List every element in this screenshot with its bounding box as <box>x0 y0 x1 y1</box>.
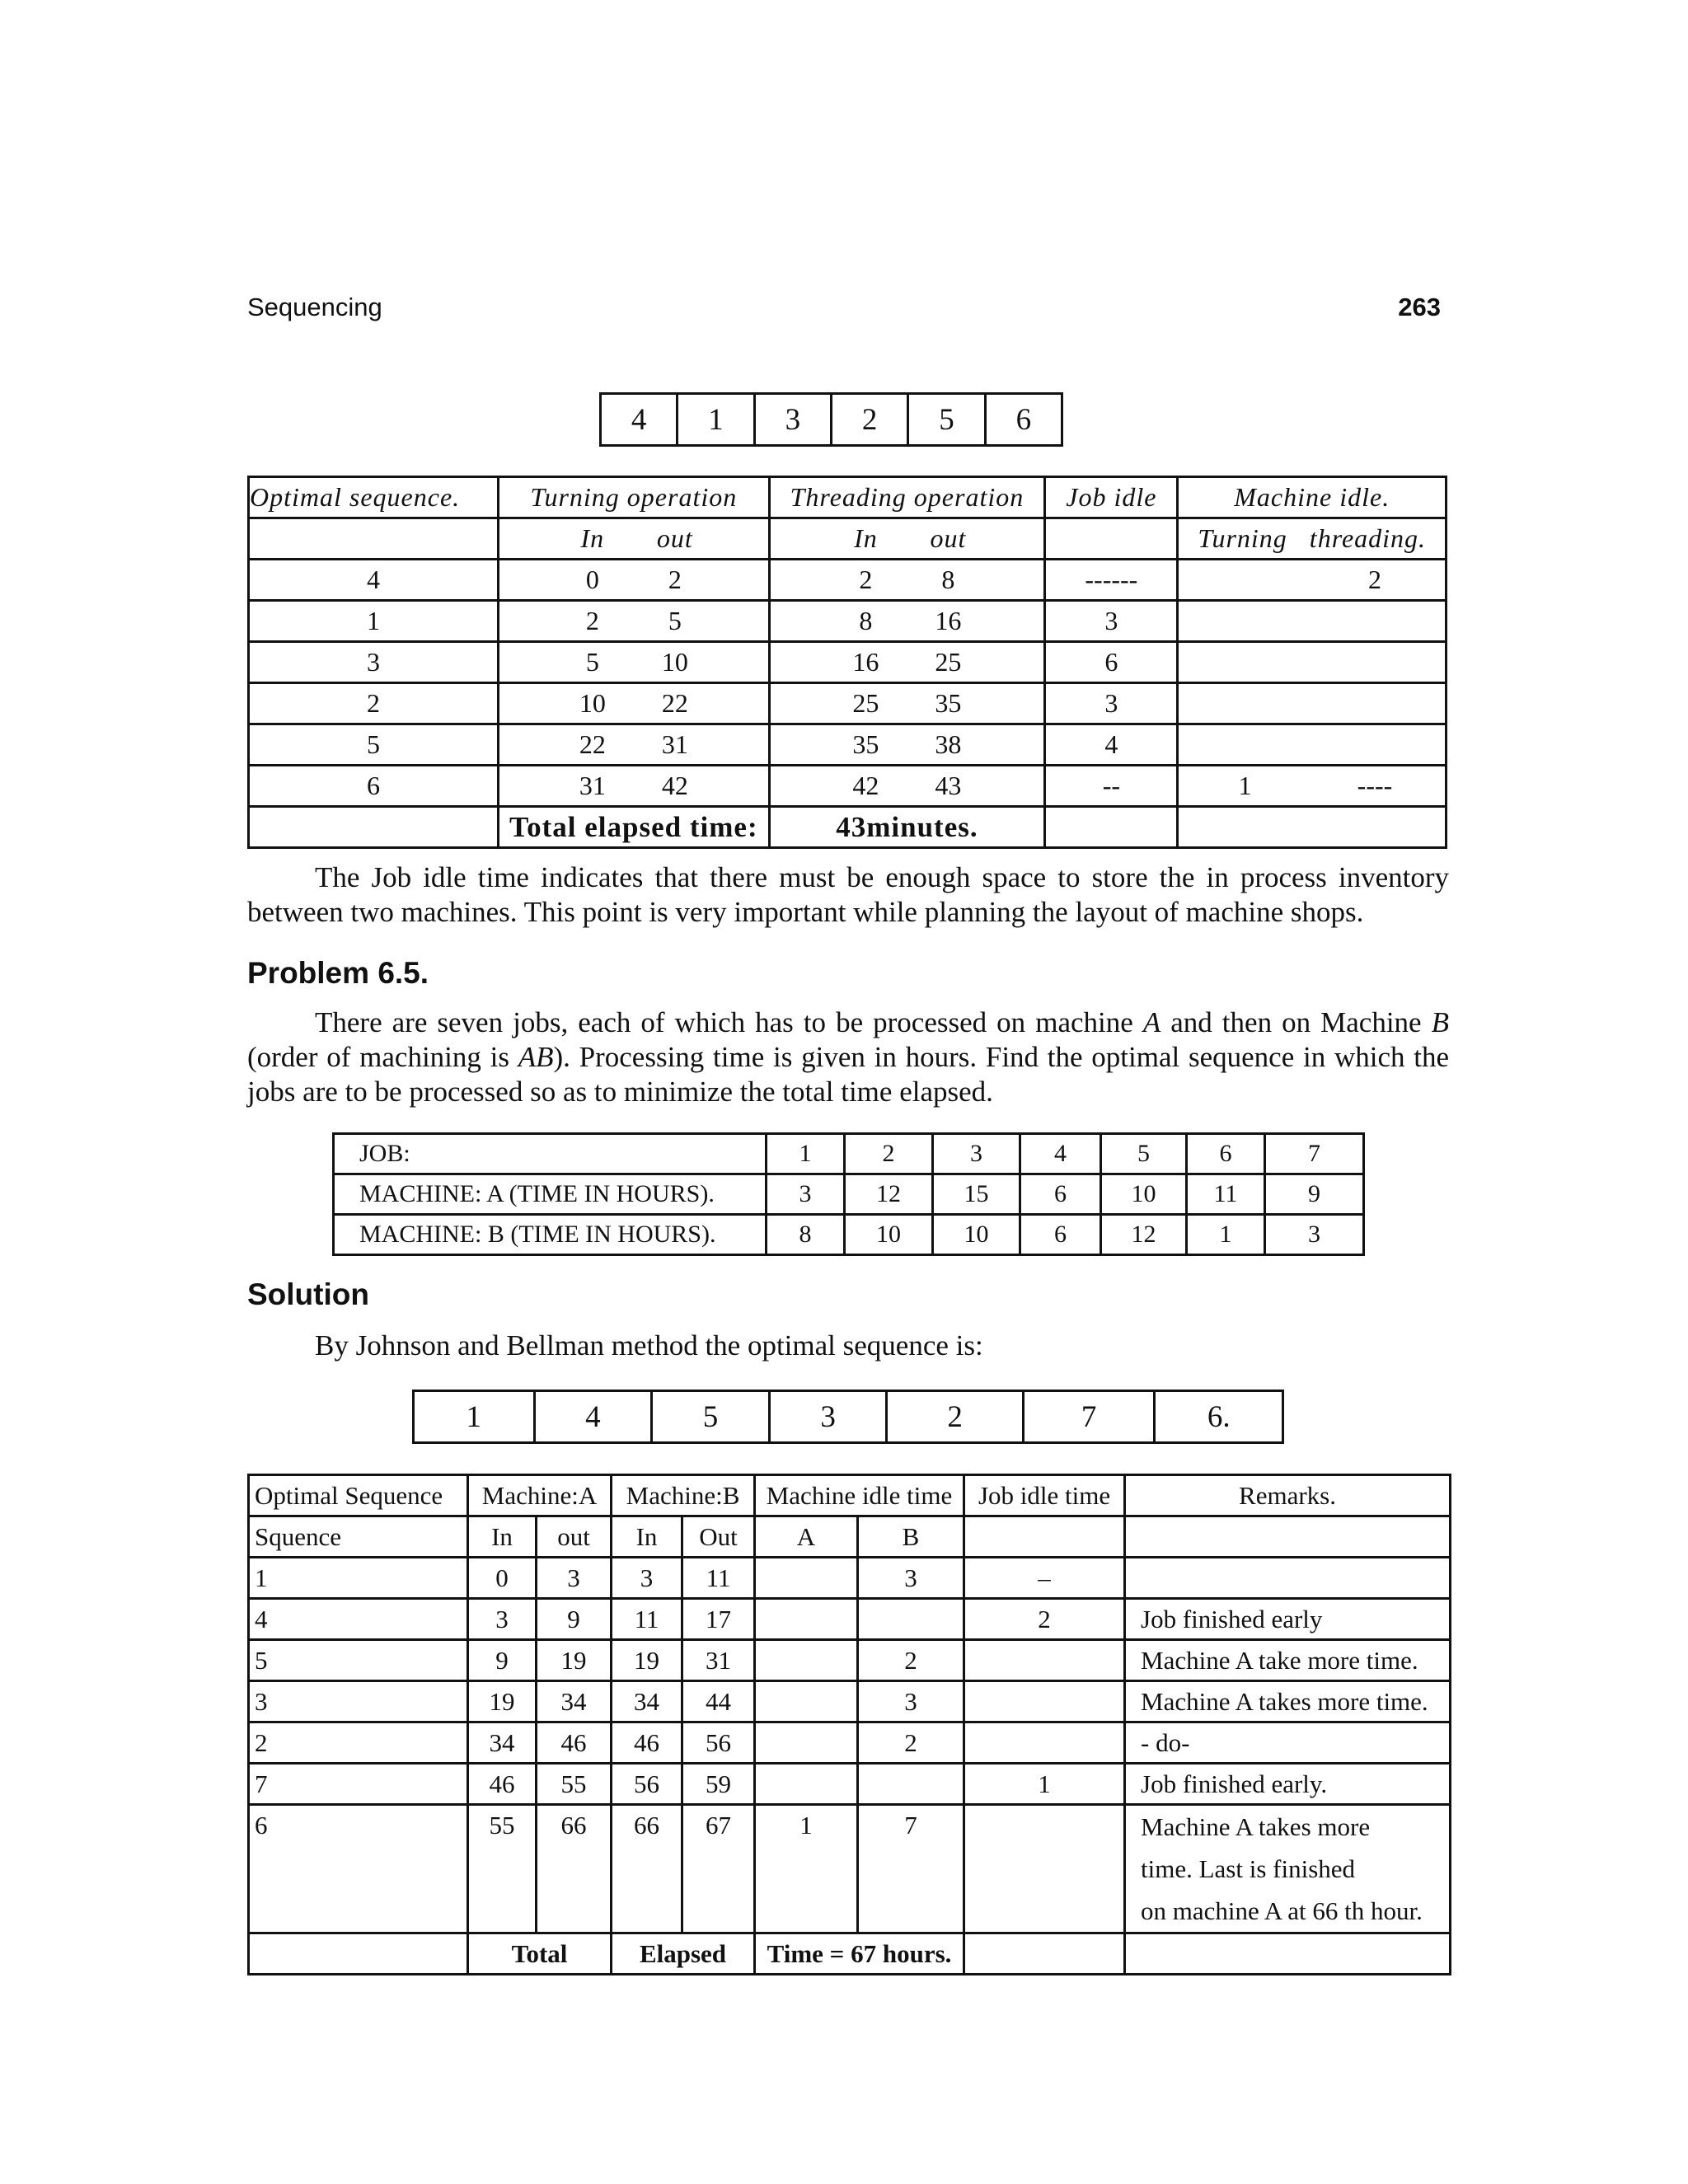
sequence-cell: 6 <box>249 766 499 807</box>
sequence-cell: 5 <box>908 394 985 446</box>
header-machine-idle: Machine idle. <box>1178 477 1447 518</box>
sequence-cell: 3 <box>754 394 831 446</box>
total-row-empty <box>249 1933 468 1975</box>
total-elapsed-value: 43minutes. <box>769 807 1045 848</box>
last-row-sequence: 6 <box>249 1805 468 1933</box>
value-cell: 11 <box>1187 1174 1265 1215</box>
total-label: Total <box>468 1933 612 1975</box>
a-out-cell: 3 <box>537 1558 612 1599</box>
header-remarks: Remarks. <box>1125 1475 1451 1516</box>
remark-cell: Job finished early. <box>1125 1764 1451 1805</box>
table-row <box>334 1134 1364 1174</box>
last-row-job-idle <box>964 1805 1125 1933</box>
row-label: MACHINE: A (TIME IN HOURS). <box>334 1174 767 1215</box>
sequence-cell: 6. <box>1155 1391 1283 1443</box>
table-row <box>249 1722 1451 1764</box>
table-row <box>249 766 1447 807</box>
job-idle-cell <box>964 1640 1125 1681</box>
b-out-cell: 31 <box>682 1640 755 1681</box>
machine-idle-cell <box>1178 724 1447 766</box>
optimal-sequence-strip-2 <box>412 1390 1284 1444</box>
value-cell: 15 <box>933 1174 1020 1215</box>
table-row <box>249 1681 1451 1722</box>
remark-cell: Machine A take more time. <box>1125 1640 1451 1681</box>
total-time-value: Time = 67 hours. <box>755 1933 964 1975</box>
job-idle-cell: 4 <box>1045 724 1178 766</box>
header-machine-b: Machine:B <box>612 1475 755 1516</box>
optimal-sequence-strip <box>599 392 1063 447</box>
table-row <box>249 1640 1451 1681</box>
a-out-cell: 46 <box>537 1722 612 1764</box>
sequence-cell: 6 <box>985 394 1062 446</box>
b-in-cell: 11 <box>612 1599 682 1640</box>
remark-line: Machine A takes more <box>1141 1812 1371 1841</box>
value-cell: 9 <box>1265 1174 1364 1215</box>
a-out-cell: 55 <box>537 1764 612 1805</box>
turning-times: 10 22 <box>499 683 770 724</box>
subheader-empty <box>964 1516 1125 1558</box>
table-row <box>249 601 1447 642</box>
job-idle-cell: 2 <box>964 1599 1125 1640</box>
total-row-empty <box>964 1933 1125 1975</box>
sequence-cell: 2 <box>249 683 499 724</box>
idle-a-cell <box>755 1558 858 1599</box>
threading-times: 25 35 <box>769 683 1045 724</box>
idle-a-cell <box>755 1599 858 1640</box>
seq-cell: 3 <box>249 1681 468 1722</box>
a-out-cell: 9 <box>537 1599 612 1640</box>
subheader-sequence: Squence <box>249 1516 468 1558</box>
remark-cell: Machine A takes more time. <box>1125 1681 1451 1722</box>
seq-cell: 4 <box>249 1599 468 1640</box>
seq-cell: 7 <box>249 1764 468 1805</box>
idle-b-cell: 3 <box>858 1681 964 1722</box>
table-row <box>249 1599 1451 1640</box>
sequence-cell: 1 <box>414 1391 535 1443</box>
sequence-cell: 2 <box>887 1391 1024 1443</box>
idle-b-cell <box>858 1764 964 1805</box>
sequence-cell: 4 <box>249 560 499 601</box>
value-cell: 8 <box>767 1215 845 1255</box>
idle-a-cell <box>755 1722 858 1764</box>
job-idle-cell: -- <box>1045 766 1178 807</box>
idle-b-cell <box>858 1599 964 1640</box>
sequence-cell: 1 <box>249 601 499 642</box>
remark-cell: - do- <box>1125 1722 1451 1764</box>
value-cell: 6 <box>1020 1215 1101 1255</box>
job-idle-paragraph: The Job idle time indicates that there must be enough space to store the in process inventory between two machines. This point is very important while planning the layout of machine shops. <box>247 861 1449 928</box>
total-row-empty <box>1125 1933 1451 1975</box>
b-out-cell: 11 <box>682 1558 755 1599</box>
seq-cell: 2 <box>249 1722 468 1764</box>
subheader-empty <box>1125 1516 1451 1558</box>
value-cell: 3 <box>1265 1215 1364 1255</box>
table-row <box>249 1558 1451 1599</box>
header-optimal-sequence: Optimal Sequence <box>249 1475 468 1516</box>
job-idle-cell <box>964 1681 1125 1722</box>
job-idle-cell: 3 <box>1045 601 1178 642</box>
table-row <box>249 560 1447 601</box>
b-in-cell: 19 <box>612 1640 682 1681</box>
subheader-turning-in-out: In out <box>499 518 770 560</box>
b-in-cell: 3 <box>612 1558 682 1599</box>
remark-line: on machine A at 66 th hour. <box>1141 1896 1423 1925</box>
total-row-empty <box>249 807 499 848</box>
table-row <box>334 1215 1364 1255</box>
table-row <box>249 1764 1451 1805</box>
header-turning: Turning operation <box>499 477 770 518</box>
idle-b-cell: 2 <box>858 1640 964 1681</box>
b-out-cell: 56 <box>682 1722 755 1764</box>
machine-idle-cell <box>1178 601 1447 642</box>
threading-times: 16 25 <box>769 642 1045 683</box>
subheader-idle-b: B <box>858 1516 964 1558</box>
a-in-cell: 34 <box>468 1722 537 1764</box>
threading-times: 35 38 <box>769 724 1045 766</box>
sequence-cell: 1 <box>678 394 754 446</box>
sequence-cell: 4 <box>534 1391 652 1443</box>
threading-times: 42 43 <box>769 766 1045 807</box>
table-row <box>249 683 1447 724</box>
subheader-idle-a: A <box>755 1516 858 1558</box>
sequence-cell: 3 <box>249 642 499 683</box>
value-cell: 1 <box>767 1134 845 1174</box>
turning-threading-table <box>247 476 1447 849</box>
sequence-cell: 2 <box>831 394 907 446</box>
total-row-empty <box>1045 807 1178 848</box>
solution-heading: Solution <box>247 1277 369 1311</box>
subheader-b-in: In <box>612 1516 682 1558</box>
subheader-machine-idle: Turning threading. <box>1178 518 1447 560</box>
processing-times-table <box>332 1132 1365 1256</box>
idle-b-cell: 2 <box>858 1722 964 1764</box>
value-cell: 10 <box>1101 1174 1187 1215</box>
table-row <box>249 724 1447 766</box>
total-row-empty <box>1178 807 1447 848</box>
b-out-cell: 44 <box>682 1681 755 1722</box>
b-in-cell: 46 <box>612 1722 682 1764</box>
value-cell: 6 <box>1020 1174 1101 1215</box>
elapsed-label: Elapsed <box>612 1933 755 1975</box>
machine-idle-cell <box>1178 683 1447 724</box>
turning-times: 0 2 <box>499 560 770 601</box>
subheader-empty <box>249 518 499 560</box>
header-machine-idle-time: Machine idle time <box>755 1475 964 1516</box>
table-row <box>334 1174 1364 1215</box>
table-row <box>249 642 1447 683</box>
remark-cell: Job finished early <box>1125 1599 1451 1640</box>
machine-idle-cell <box>1178 642 1447 683</box>
problem-heading: Problem 6.5. <box>247 956 429 990</box>
subheader-empty <box>1045 518 1178 560</box>
header-threading: Threading operation <box>769 477 1045 518</box>
last-row-idle-b: 7 <box>858 1805 964 1933</box>
a-in-cell: 0 <box>468 1558 537 1599</box>
row-label: MACHINE: B (TIME IN HOURS). <box>334 1215 767 1255</box>
value-cell: 3 <box>767 1174 845 1215</box>
last-row-b-out: 67 <box>682 1805 755 1933</box>
a-in-cell: 3 <box>468 1599 537 1640</box>
a-out-cell: 19 <box>537 1640 612 1681</box>
last-row-b-in: 66 <box>612 1805 682 1933</box>
sequence-cell: 5 <box>652 1391 770 1443</box>
total-elapsed-label: Total elapsed time: <box>499 807 770 848</box>
turning-times: 2 5 <box>499 601 770 642</box>
value-cell: 7 <box>1265 1134 1364 1174</box>
problem-paragraph: There are seven jobs, each of which has to be processed on machine A and then on Machine B (order of machining is AB). Processing time is given in hours. Find the optimal sequence in which the jobs are to be processed so as to minimize the total time elapsed. <box>247 1006 1450 1108</box>
subheader-b-out: Out <box>682 1516 755 1558</box>
value-cell: 6 <box>1187 1134 1265 1174</box>
value-cell: 12 <box>1101 1215 1187 1255</box>
idle-b-cell: 3 <box>858 1558 964 1599</box>
header-job-idle: Job idle <box>1045 477 1178 518</box>
header-machine-a: Machine:A <box>468 1475 612 1516</box>
value-cell: 10 <box>845 1215 933 1255</box>
sequence-cell: 4 <box>601 394 678 446</box>
a-in-cell: 9 <box>468 1640 537 1681</box>
idle-a-cell <box>755 1640 858 1681</box>
last-row-a-out: 66 <box>537 1805 612 1933</box>
turning-times: 31 42 <box>499 766 770 807</box>
job-idle-cell: 3 <box>1045 683 1178 724</box>
sequence-cell: 3 <box>769 1391 887 1443</box>
header-job-idle-time: Job idle time <box>964 1475 1125 1516</box>
machine-idle-cell: 1 ---- <box>1178 766 1447 807</box>
machine-idle-cell: 2 <box>1178 560 1447 601</box>
a-in-cell: 46 <box>468 1764 537 1805</box>
row-label: JOB: <box>334 1134 767 1174</box>
solution-text: By Johnson and Bellman method the optimal sequence is: <box>315 1329 983 1361</box>
last-row-a-in: 55 <box>468 1805 537 1933</box>
subheader-a-out: out <box>537 1516 612 1558</box>
job-idle-cell: 6 <box>1045 642 1178 683</box>
threading-times: 8 16 <box>769 601 1045 642</box>
a-out-cell: 34 <box>537 1681 612 1722</box>
value-cell: 3 <box>933 1134 1020 1174</box>
remark-line: time. Last is finished <box>1141 1854 1356 1883</box>
b-in-cell: 34 <box>612 1681 682 1722</box>
a-in-cell: 19 <box>468 1681 537 1722</box>
seq-cell: 5 <box>249 1640 468 1681</box>
johnson-bellman-table <box>247 1474 1451 1975</box>
value-cell: 10 <box>933 1215 1020 1255</box>
last-row-idle-a: 1 <box>755 1805 858 1933</box>
sequence-cell: 7 <box>1023 1391 1155 1443</box>
b-out-cell: 59 <box>682 1764 755 1805</box>
running-title: Sequencing <box>247 293 382 321</box>
threading-times: 2 8 <box>769 560 1045 601</box>
last-row-remark <box>1125 1805 1451 1933</box>
sequence-cell: 5 <box>249 724 499 766</box>
subheader-threading-in-out: In out <box>769 518 1045 560</box>
job-idle-cell: – <box>964 1558 1125 1599</box>
job-idle-cell <box>964 1722 1125 1764</box>
b-out-cell: 17 <box>682 1599 755 1640</box>
job-idle-cell: 1 <box>964 1764 1125 1805</box>
idle-a-cell <box>755 1681 858 1722</box>
page-number: 263 <box>1398 293 1441 321</box>
seq-cell: 1 <box>249 1558 468 1599</box>
turning-times: 5 10 <box>499 642 770 683</box>
value-cell: 2 <box>845 1134 933 1174</box>
idle-a-cell <box>755 1764 858 1805</box>
remark-cell <box>1125 1558 1451 1599</box>
b-in-cell: 56 <box>612 1764 682 1805</box>
value-cell: 12 <box>845 1174 933 1215</box>
subheader-a-in: In <box>468 1516 537 1558</box>
value-cell: 1 <box>1187 1215 1265 1255</box>
job-idle-cell: ------ <box>1045 560 1178 601</box>
value-cell: 5 <box>1101 1134 1187 1174</box>
header-optimal-sequence: Optimal sequence. <box>249 477 499 518</box>
turning-times: 22 31 <box>499 724 770 766</box>
value-cell: 4 <box>1020 1134 1101 1174</box>
